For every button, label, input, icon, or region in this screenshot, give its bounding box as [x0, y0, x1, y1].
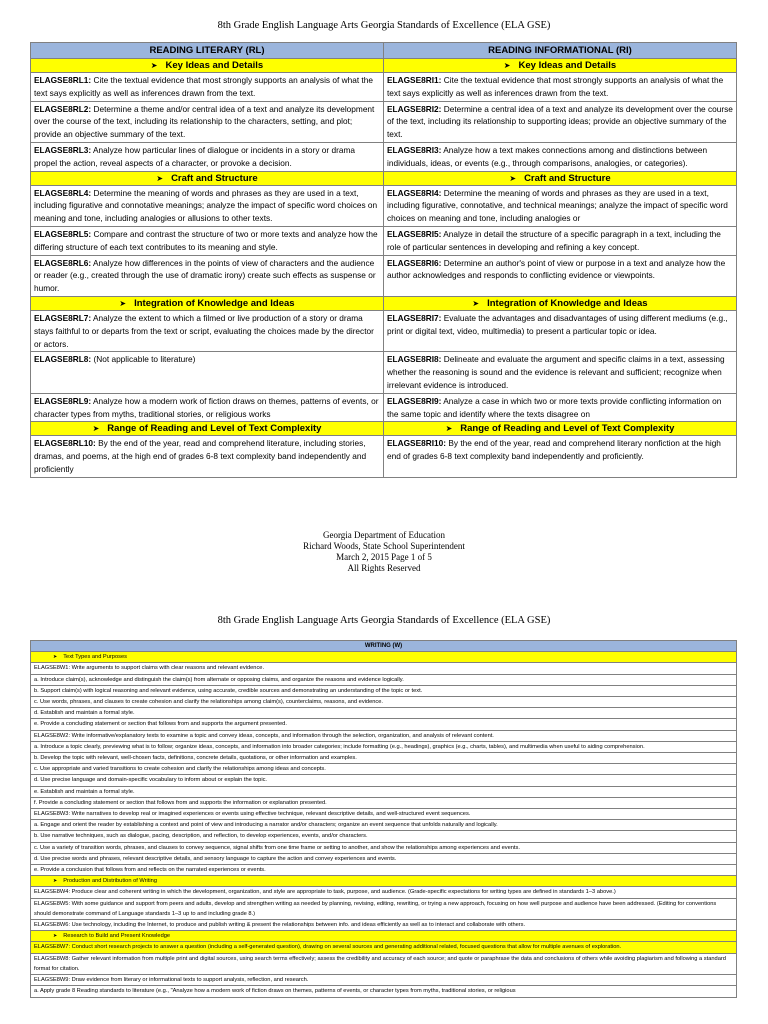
section-label: Craft and Structure [171, 172, 258, 184]
standard-code: ELAGSE8RL8: [34, 354, 92, 365]
standard-text: Analyze the extent to which a filmed or live production of a story or drama stays faithful to or departs from the text or script, evaluating the choices made by the director or actors. [34, 312, 374, 349]
standard-cell [384, 310, 737, 351]
standard-text: b. Use narrative techniques, such as dialogue, pacing, description, and reflection, to develop experiences, events, and/or characters. [34, 833, 368, 840]
standard-text: f. Provide a concluding statement or section that follows from and supports the information or explanation presented. [34, 799, 327, 806]
writing-standard-row [31, 786, 737, 797]
standard-code: ELAGSE8RL1: [34, 75, 92, 85]
writing-standard-row [31, 663, 737, 674]
writing-standard-row [31, 697, 737, 708]
section-heading [384, 171, 737, 185]
standard-code: ELAGSE8RI10: [387, 438, 447, 449]
section-label: Production and Distribution of Writing [63, 878, 157, 885]
writing-standard-row [31, 809, 737, 820]
writing-standard-row [31, 741, 737, 752]
standard-text: b. Support claim(s) with logical reasoning and relevant evidence, using accurate, credible sources and demonstrating an understanding of the topic or text. [34, 687, 423, 694]
writing-standard-row [31, 898, 737, 919]
standard-text: ELAGSE8W6: Use technology, including the Internet, to produce and publish writing & present the relationships between info. and ideas efficiently as well as to interact and collaborate with others. [34, 922, 526, 929]
section-heading [31, 59, 384, 73]
section-heading [384, 422, 737, 436]
footer-line: Georgia Department of Education [322, 530, 446, 540]
standard-text: d. Establish and maintain a formal style. [34, 710, 135, 717]
page-title: 8th Grade English Language Arts Georgia Standards of Excellence (ELA GSE) [217, 20, 551, 31]
standard-text: Analyze a case in which two or more texts provide conflicting information on the same topic and identify where the texts disagree on [387, 395, 722, 419]
section-heading [31, 171, 384, 185]
section-label: Research to Build and Present Knowledge [63, 933, 171, 940]
standard-code: ELAGSE8RI8: [387, 354, 442, 365]
arrow-icon: ➤ [445, 424, 453, 434]
writing-standards-table [30, 640, 737, 998]
writing-standard-row [31, 820, 737, 831]
writing-standard-row [31, 986, 737, 997]
standard-cell [31, 73, 384, 102]
section-label: Key Ideas and Details [518, 60, 617, 71]
standard-text: Cite the textual evidence that most strongly supports an analysis of what the text says explicitly as well as inferences drawn from the text. [34, 75, 373, 98]
standard-cell [384, 73, 737, 102]
writing-standard-row [31, 775, 737, 786]
standard-cell [384, 436, 737, 477]
writing-standard-row [31, 730, 737, 741]
arrow-icon: ➤ [503, 61, 511, 70]
standard-cell [31, 101, 384, 142]
writing-standard-row [31, 920, 737, 931]
standard-cell [384, 393, 737, 422]
reading-standards-table [30, 42, 737, 478]
standard-text: d. Use precise words and phrases, relevant descriptive details, and sensory language to capture the action and convey experiences and events. [34, 855, 397, 862]
arrow-icon: ➤ [150, 61, 158, 70]
writing-standard-row [31, 674, 737, 685]
standard-text: Delineate and evaluate the argument and specific claims in a text, assessing whether the reasoning is sound and the evidence is relevant and sufficient; recognize when irrelevant evidence is introduced. [387, 354, 725, 390]
writing-section-heading [31, 652, 737, 663]
standard-text: Cite the textual evidence that most strongly supports an analysis of what the text says explicitly as well as inferences drawn from the text. [387, 75, 724, 98]
section-label: Range of Reading and Level of Text Complexity [107, 423, 322, 435]
standard-cell [31, 255, 384, 296]
section-label: Text Types and Purposes [63, 654, 127, 661]
standard-cell [31, 185, 384, 226]
standard-code: ELAGSE8RL5: [34, 228, 92, 239]
standard-text: c. Use a variety of transition words, phrases, and clauses to convey sequence, signal shifts from one time frame or setting to another, and show the relationships among experiences and events. [34, 844, 520, 851]
standard-code: ELAGSE8RL7: [34, 312, 92, 323]
standard-text: a. Introduce a topic clearly, previewing what is to follow; organize ideas, concepts, and information into broader categories; include formatting (e.g., headings), graphics (e.g., charts, tables), and multimedia when useful to aiding comprehension. [34, 743, 645, 750]
writing-standard-row [31, 797, 737, 808]
standard-text: (Not applicable to literature) [91, 354, 196, 365]
standard-text: e. Provide a concluding statement or section that follows from and supports the argument presented. [34, 721, 287, 728]
writing-standard-row [31, 831, 737, 842]
standard-text: Analyze in detail the structure of a specific paragraph in a text, including the role of particular sentences in developing and refining a key concept. [387, 228, 721, 252]
standard-text: b. Develop the topic with relevant, well-chosen facts, definitions, concrete details, quotations, or other information and examples. [34, 755, 357, 762]
standard-code: ELAGSE8RI9: [387, 395, 442, 406]
standard-cell [31, 142, 384, 171]
standard-text: ELAGSE8W2: Write informative/explanatory texts to examine a topic and convey ideas, concepts, and information through the selection, organization, and analysis of relevant content. [34, 732, 494, 739]
standard-text: Determine the meaning of words and phrases as they are used in a text, including figurative, connotative, and technical meanings; analyze the impact of specific word choices on meaning and tone, including analogies or [387, 187, 728, 224]
standard-cell [31, 310, 384, 351]
standard-cell [384, 142, 737, 171]
writing-standard-row [31, 842, 737, 853]
standard-text: Compare and contrast the structure of two or more texts and analyze how the differing structure of each text contributes to its meaning and style. [34, 228, 378, 252]
standard-text: Analyze how differences in the points of view of characters and the audience or reader (e.g., created through the use of dramatic irony) create such effects as suspense or humor. [34, 257, 376, 294]
footer-line: All Rights Reserved [347, 563, 421, 573]
standard-text: Determine an author's point of view or purpose in a text and analyze how the author acknowledges and responds to conflicting evidence or viewpoints. [387, 257, 726, 281]
writing-standard-row [31, 685, 737, 696]
standard-text: ELAGSE8W8: Gather relevant information from multiple print and digital sources, using search terms effectively; assess the credibility and accuracy of each source; and quote or paraphrase the data and conclusions of others while avoiding plagiarism and following a standard format for citation. [34, 955, 726, 972]
arrow-icon: ➤ [92, 424, 100, 434]
writing-standard-row [31, 953, 737, 974]
arrow-icon: ➤ [509, 173, 517, 183]
standard-cell [384, 255, 737, 296]
writing-section-heading [31, 931, 737, 942]
standard-text: Analyze how a text makes connections among and distinctions between individuals, ideas, or events (e.g., through comparisons, analogies, or categories). [387, 144, 708, 168]
arrow-icon: ➤ [472, 298, 480, 308]
section-label: Integration of Knowledge and Ideas [134, 297, 295, 309]
standard-text: e. Establish and maintain a formal style. [34, 788, 135, 795]
standard-text: ELAGSE8W4: Produce clear and coherent writing in which the development, organization, and style are appropriate to task, purpose, and audience. (Grade-specific expectations for writing types are defined in standards 1–3 above.) [34, 889, 616, 896]
standard-code: ELAGSE8RL9: [34, 395, 92, 406]
section-label: Key Ideas and Details [165, 60, 264, 71]
standard-code: ELAGSE8RI5: [387, 228, 442, 239]
standard-text: c. Use words, phrases, and clauses to create cohesion and clarify the relationships among claim(s), counterclaims, reasons, and evidence. [34, 699, 384, 706]
standard-cell [384, 185, 737, 226]
footer-line: March 2, 2015 Page 1 of 5 [336, 552, 432, 562]
page-title: 8th Grade English Language Arts Georgia Standards of Excellence (ELA GSE) [217, 615, 551, 626]
standard-code: ELAGSE8RL3: [34, 144, 92, 155]
standard-text: ELAGSE8W3: Write narratives to develop real or imagined experiences or events using effective technique, relevant descriptive details, and well-structured event sequences. [34, 811, 471, 818]
section-heading [384, 59, 737, 73]
standard-text: ELAGSE8W5: With some guidance and support from peers and adults, develop and strengthen writing as needed by planning, revising, editing, rewriting, or trying a new approach, focusing on how well purpose and audience have been addressed. (Editing for conventions should demonstrate command of Language standards 1–3 up to and including grade 8.) [34, 900, 717, 917]
standard-text: Evaluate the advantages and disadvantages of using different mediums (e.g., print or digital text, video, multimedia) to present a particular topic or idea. [387, 312, 728, 336]
standard-text: ELAGSE8W7: Conduct short research projects to answer a question (including a self-generated question), drawing on several sources and generating additional related, focused questions that allow for multiple avenues of exploration. [34, 944, 622, 951]
standard-cell [384, 226, 737, 255]
standard-cell [31, 226, 384, 255]
standard-code: ELAGSE8RL4: [34, 187, 92, 198]
standard-text: a. Engage and orient the reader by establishing a context and point of view and introducing a narrator and/or characters; organize an event sequence that unfolds naturally and logically. [34, 822, 498, 829]
standard-code: ELAGSE8RL10: [34, 438, 96, 449]
standard-code: ELAGSE8RI7: [387, 312, 442, 323]
standard-cell [384, 101, 737, 142]
column-header-reading-literary: READING LITERARY (RL) [31, 43, 384, 59]
standard-text: Analyze how particular lines of dialogue or incidents in a story or drama propel the action, reveal aspects of a character, or provoke a decision. [34, 144, 355, 168]
standard-cell [31, 352, 384, 393]
writing-standard-row [31, 708, 737, 719]
arrow-icon: ➤ [53, 878, 58, 885]
standard-text: a. Introduce claim(s), acknowledge and distinguish the claim(s) from alternate or opposing claims, and organize the reasons and evidence logically. [34, 676, 404, 683]
standard-code: ELAGSE8RI2: [387, 103, 442, 114]
footer-line: Richard Woods, State School Superintendent [303, 541, 465, 551]
section-label: Craft and Structure [524, 172, 611, 184]
writing-standard-row [31, 887, 737, 898]
standard-text: Determine the meaning of words and phrases as they are used in a text, including figurative and connotative meanings; analyze the impact of specific word choices on meaning and tone, including analogies or allusions to other texts. [34, 187, 378, 224]
section-label: Integration of Knowledge and Ideas [487, 297, 648, 309]
arrow-icon: ➤ [53, 933, 58, 940]
standard-text: ELAGSE8W1: Write arguments to support claims with clear reasons and relevant evidence. [34, 665, 265, 672]
writing-standard-row [31, 942, 737, 953]
standard-text: ELAGSE8W9: Draw evidence from literary or informational texts to support analysis, reflection, and research. [34, 977, 309, 984]
column-header-reading-informational: READING INFORMATIONAL (RI) [384, 43, 737, 59]
standard-cell [31, 436, 384, 477]
writing-standard-row [31, 853, 737, 864]
standard-text: By the end of the year, read and comprehend literary nonfiction at the high end of grades 6-8 text complexity band independently and proficiently. [387, 438, 721, 462]
standard-code: ELAGSE8RI4: [387, 187, 442, 198]
page-footer [0, 530, 768, 574]
section-label: Range of Reading and Level of Text Complexity [460, 423, 675, 435]
section-heading [384, 296, 737, 310]
standard-text: d. Use precise language and domain-specific vocabulary to inform about or explain the topic. [34, 777, 268, 784]
standard-code: ELAGSE8RI6: [387, 257, 442, 268]
standard-cell [384, 352, 737, 393]
arrow-icon: ➤ [53, 654, 58, 661]
writing-standard-row [31, 865, 737, 876]
standard-code: ELAGSE8RI3: [387, 144, 442, 155]
writing-standard-row [31, 975, 737, 986]
standard-text: e. Provide a conclusion that follows from and reflects on the narrated experiences or events. [34, 867, 266, 874]
standard-code: ELAGSE8RL6: [34, 257, 92, 268]
standard-text: c. Use appropriate and varied transitions to create cohesion and clarify the relationships among ideas and concepts. [34, 766, 326, 773]
standard-text: Determine a central idea of a text and analyze its development over the course of the text, including its relationship to supporting ideas; provide an objective summary of the text. [387, 103, 733, 140]
standard-code: ELAGSE8RL2: [34, 103, 92, 114]
standard-text: Analyze how a modern work of fiction draws on themes, patterns of events, or character types from myths, traditional stories, or religious works [34, 395, 379, 419]
standard-code: ELAGSE8RI1: [387, 75, 442, 85]
writing-header: WRITING (W) [31, 641, 737, 652]
writing-standard-row [31, 719, 737, 730]
section-heading [31, 296, 384, 310]
writing-section-heading [31, 876, 737, 887]
writing-standard-row [31, 764, 737, 775]
arrow-icon: ➤ [156, 173, 164, 183]
section-heading [31, 422, 384, 436]
standard-text: a. Apply grade 8 Reading standards to literature (e.g., "Analyze how a modern work of fiction draws on themes, patterns of events, or character types from myths, traditional stories, or religious [34, 988, 516, 995]
standard-cell [31, 393, 384, 422]
arrow-icon: ➤ [119, 298, 127, 308]
writing-standard-row [31, 753, 737, 764]
standard-text: By the end of the year, read and comprehend literature, including stories, dramas, and poems, at the high end of grades 6-8 text complexity band independently and proficiently [34, 438, 367, 474]
standard-text: Determine a theme and/or central idea of a text and analyze its development over the course of the text, including its relationship to the characters, setting, and plot; provide an objective summary of the text. [34, 103, 375, 140]
